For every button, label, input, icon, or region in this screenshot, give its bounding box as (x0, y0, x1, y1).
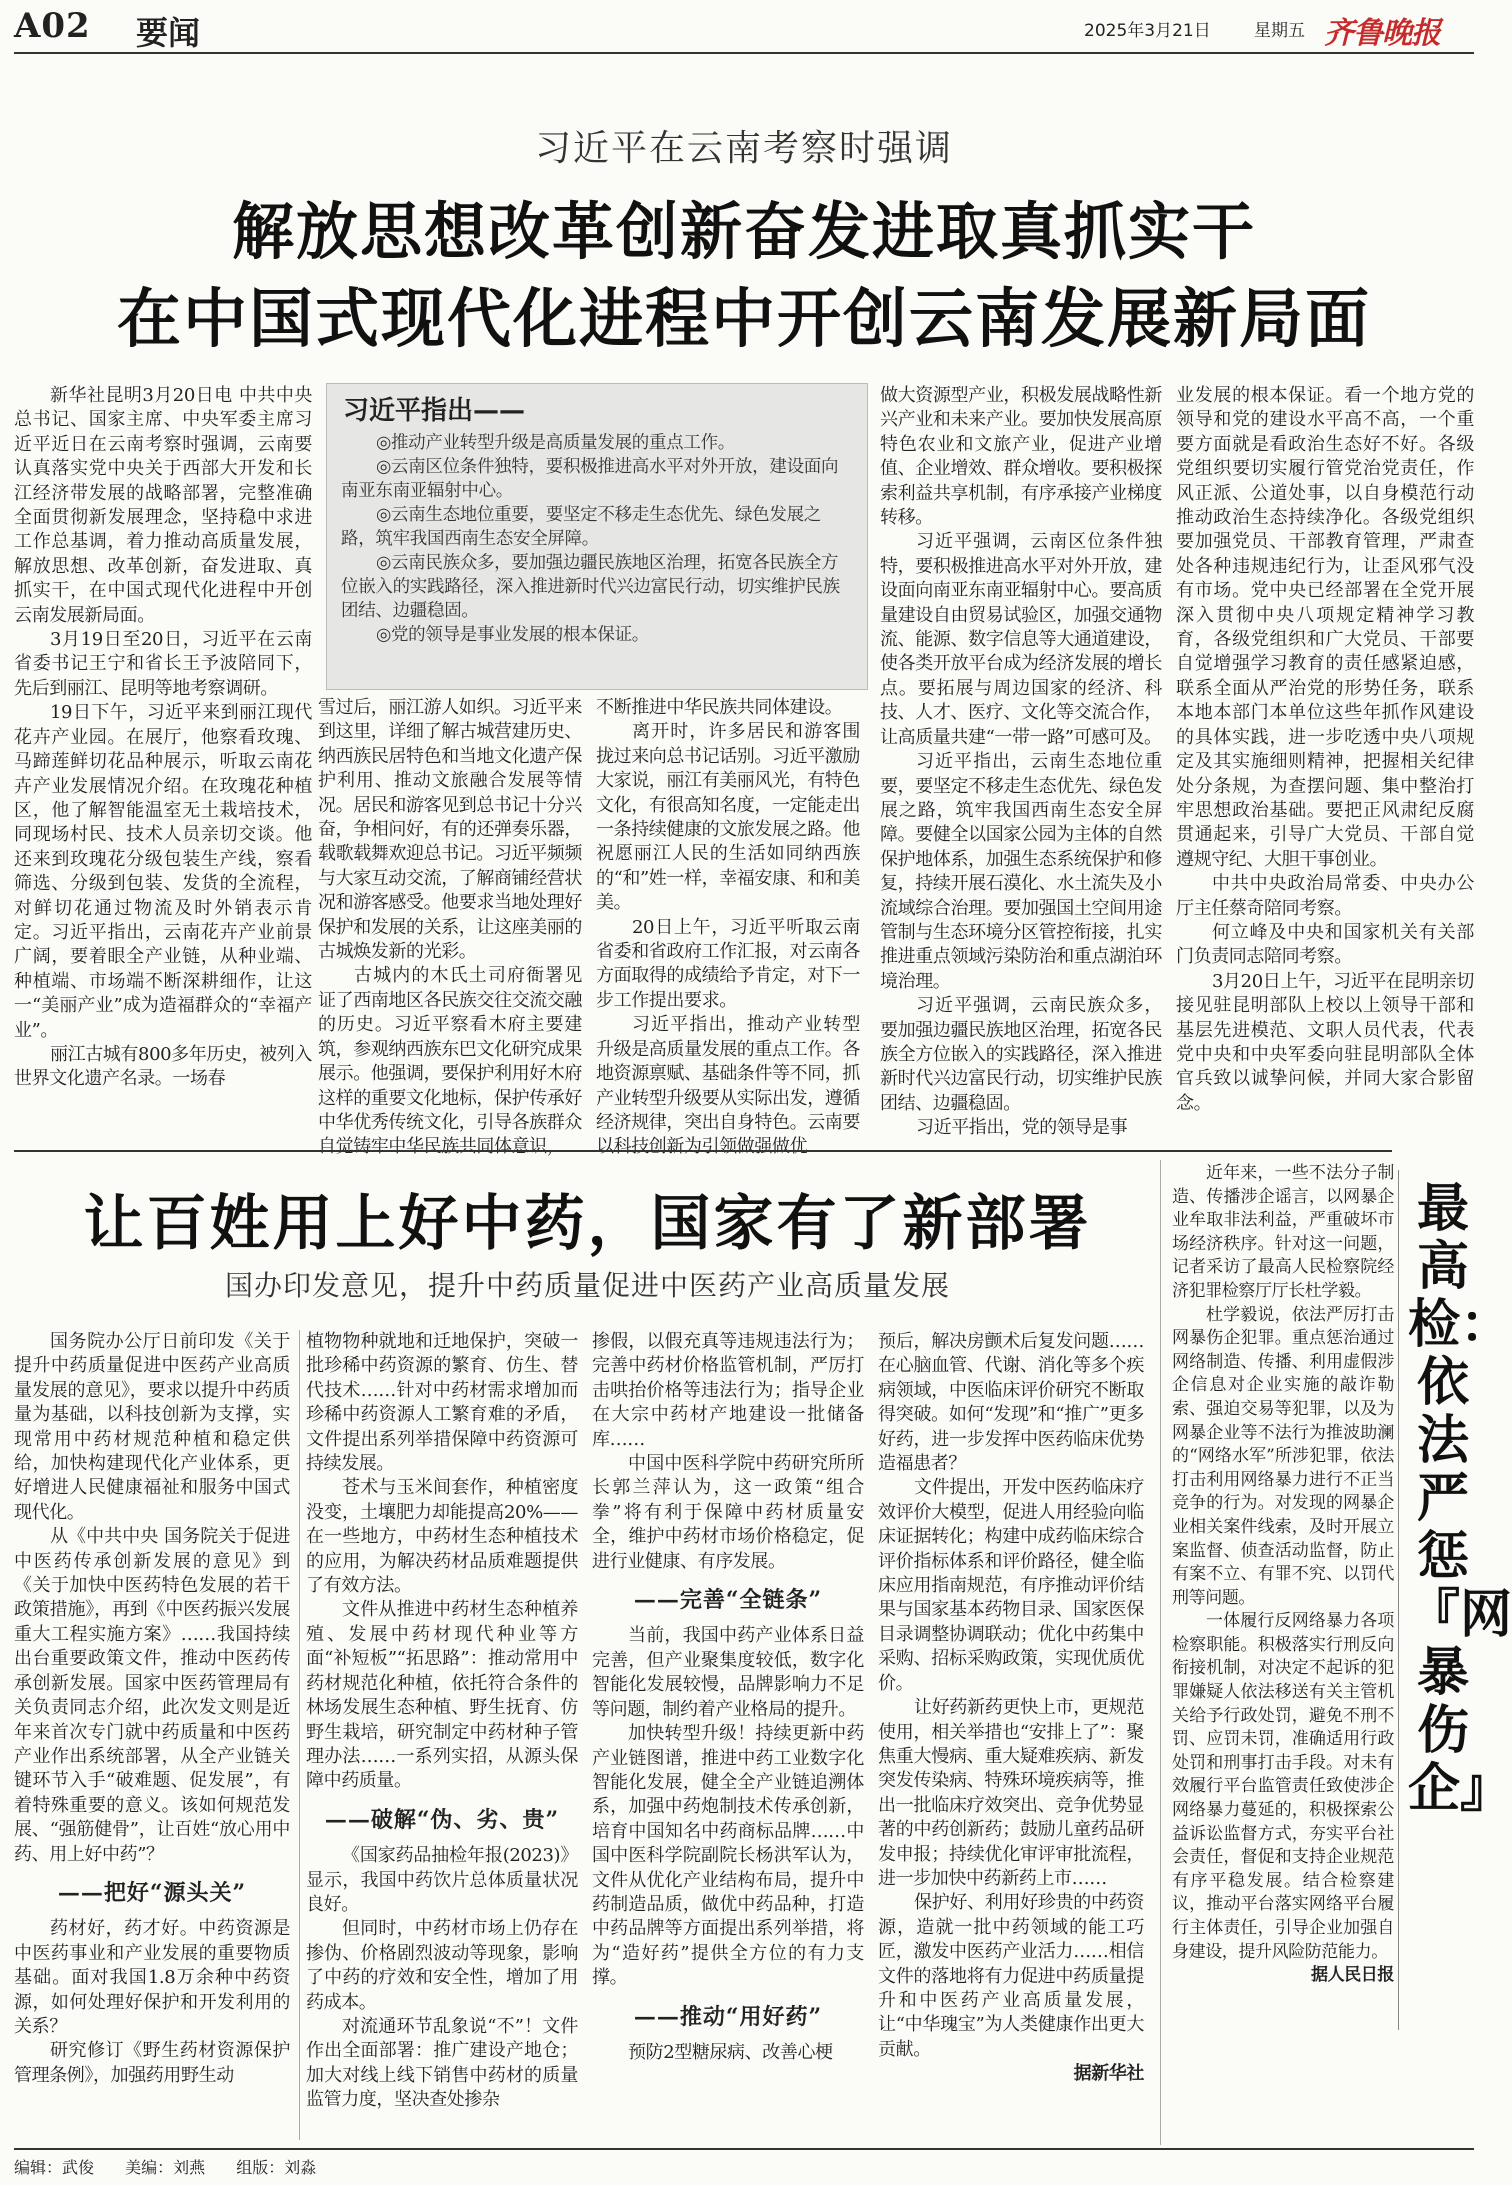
tcm-credit: 据新华社 (1073, 2063, 1144, 2085)
sidebar-headline: 最高检：依法严惩『网暴伤企』 (1408, 1179, 1512, 1819)
lead-c4-p3: 习近平指出，云南生态地位重要，要坚定不移走生态优先、绿色发展之路，筑牢我国西南生态安全屏障。要健全以国家公园为主体的自然保护地体系，加强生态系统保护和修复，持续开展石漠化、水土流失及小流域综合治理。要加强国土空间用途管制与生态环境分区管控衔接，扎实推进重点领域污染防治和重点湖泊环境治理。 (880, 751, 1162, 992)
tcm-c2-p4: 《国家药品抽检年报(2023)》显示，我国中药饮片总体质量状况良好。 (306, 1845, 578, 1915)
tcm-subhead-chain: ——完善“全链条” (633, 1587, 823, 1614)
footer-art-editor: 美编：刘燕 (125, 2158, 206, 2177)
lead-c4-p4: 习近平强调，云南民族众多，要加强边疆民族地区治理，拓宽各民族全方位嵌入的实践路径，深入推进新时代兴边富民行动，切实维护民族团结、边疆稳固。 (880, 995, 1162, 1114)
newspaper-logo: 齐鲁晚报 (1324, 16, 1440, 51)
lead-c1-p3: 19日下午，习近平来到丽江现代花卉产业园。在展厅，他察看玫瑰、马蹄莲鲜切花品种展示，听取云南花卉产业发展情况介绍。在玫瑰花种植区，他了解智能温室无土栽培技术，同现场村民、技术人员亲切交谈。他还来到玫瑰花分级包装生产线，察看筛选、分级到包装、发货的全流程，对鲜切花通过物流及时外销表示肯定。习近平指出，云南花卉产业前景广阔，要着眼全产业链，从种业端、种植端、市场端不断深耕细作，让这一“美丽产业”成为造福群众的“幸福产业”。 (14, 702, 312, 1041)
tcm-subhead-use: ——推动“用好药” (633, 2003, 823, 2030)
quote-item: ◎云南民族众多，要加强边疆民族地区治理，拓宽各民族全方位嵌入的实践路径，深入推进新时代兴边富民行动，切实维护民族团结、边疆稳固。 (341, 553, 840, 621)
lead-c3-p1: 不断推进中华民族共同体建设。 (596, 697, 843, 718)
tcm-c4-p2: 文件提出，开发中医药临床疗效评价大模型，促进人用经验向临床证据转化；构建中成药临床综合评价指标体系和评价路径，健全临床应用指南规范，有序推动评价结果与国家基本药物目录、国家医保目录调整协调联动；优化中药集中采购、招标采购政策，实现优质优价。 (878, 1477, 1144, 1694)
lead-c1-p2: 3月19日至20日，习近平在云南省委书记王宁和省长王予波陪同下，先后到丽江、昆明等地考察调研。 (14, 629, 312, 699)
page-header (14, 6, 1474, 52)
quote-box-list (327, 431, 867, 647)
lead-c5-p2: 中共中央政治局常委、中央办公厅主任蔡奇陪同考察。 (1176, 873, 1474, 919)
lead-c1-p4: 丽江古城有800多年历史，被列入世界文化遗产名录。一场春 (14, 1043, 312, 1090)
tcm-subhead-quality: ——破解“伪、劣、贵” (324, 1806, 560, 1833)
tcm-column-1 (14, 1330, 290, 2142)
tcm-c1-p2: 从《中共中央 国务院关于促进中医药传承创新发展的意见》到《关于加快中医药特色发展的若干政策措施》，再到《中医药振兴发展重大工程实施方案》……我国持续出台重要政策文件，推动中医药传承创新发展。国家中医药管理局有关负责同志介绍，此次发文则是近年来首次专门就中药质量和中医药产业作出系统部署，从全产业链关键环节入手“破难题、促发展”，有着特殊重要的意义。该如何规范发展、“强筋健骨”，让百姓“放心用中药、用上好中药”？ (14, 1526, 290, 1865)
lead-headline-line1: 解放思想改革创新奋发进取真抓实干 (231, 195, 1256, 268)
lead-c3-p4: 习近平指出，推动产业转型升级是高质量发展的重点工作。各地资源禀赋、基础条件等不同，抓产业转型升级要从实际出发，遵循经济规律，突出自身特色。云南要以科技创新为引领做强做优 (596, 1014, 860, 1158)
tcm-c2-p2: 苍术与玉米间套作，种植密度没变，土壤肥力却能提高20%——在一些地方，中药材生态种植技术的应用，为解决药材品质难题提供了有效方法。 (306, 1477, 578, 1597)
tcm-c4-p3: 让好药新药更快上市，更规范使用，相关举措也“安排上了”：聚焦重大慢病、重大疑难疾病、新发突发传染病、特殊环境疾病等，推出一批临床疗效突出、竞争优势显著的中药创新药；鼓励儿童药品研发申报；持续优化审评审批流程，进一步加快中药新药上市…… (878, 1697, 1144, 1889)
lead-c4-p1: 做大资源型产业，积极发展战略性新兴产业和未来产业。要加快发展高原特色农业和文旅产业，促进产业增值、企业增效、群众增收。要积极探索利益共享机制，有序承接产业梯度转移。 (880, 385, 1162, 529)
tcm-c1-p3: 药材好，药才好。中药资源是中医药事业和产业发展的重要物质基础。面对我国1.8万余种中药资源，如何处理好保护和开发利用的关系？ (14, 1918, 290, 2037)
footer-proof: 组版：刘淼 (236, 2158, 317, 2177)
lead-headline-line2: 在中国式现代化进程中开创云南发展新局面 (117, 282, 1371, 357)
lead-kicker: 习近平在云南考察时强调 (534, 128, 953, 169)
sidebar-headline-rule (1398, 1170, 1399, 2030)
sidebar-p2: 杜学毅说，依法严厉打击网暴伤企犯罪。重点惩治通过网络制造、传播、利用虚假涉企信息对企业实施的敲诈勒索、强迫交易等犯罪，以及为网暴企业等不法行为推波助澜的“网络水军”所涉犯罪，依法打击利用网络暴力进行不正当竞争的行为。对发现的网暴企业相关案件线索，及时开展立案监督、侦查活动监督，防止有案不立、有罪不究、以罚代刑等问题。 (1172, 1304, 1394, 1608)
quote-box (326, 383, 868, 690)
tcm-c2-p3: 文件从推进中药材生态种植养殖、发展中药材现代种业等方面“补短板”“拓思路”：推动常用中药材规范化种植，依托符合条件的林场发展生态种植、野生抚育、仿野生栽培，研究制定中药材种子管理办法……一系列实招，从源头保障中药质量。 (306, 1599, 578, 1792)
tcm-c3-p3: 当前，我国中药产业体系日益完善，但产业聚集度较低，数字化智能化发展较慢，品牌影响力不足等问题，制约着产业格局的提升。 (592, 1625, 864, 1720)
page-number: A02 (14, 6, 91, 46)
lead-c2-p2: 古城内的木氏土司府衙署见证了西南地区各民族交往交流交融的历史。习近平察看木府主要建筑，参观纳西族东巴文化研究成果展示。他强调，要保护利用好木府这样的重要文化地标，保护传承好中华优秀传统文化，引导各族群众自觉铸牢中华民族共同体意识， (318, 965, 582, 1158)
sidebar-p1: 近年来，一些不法分子制造、传播涉企谣言，以网暴企业牟取非法利益，严重破坏市场经济秩序。针对这一问题，记者采访了最高人民检察院经济犯罪检察厅厅长杜学毅。 (1172, 1163, 1394, 1301)
lead-column-3 (596, 696, 861, 1158)
page-footer (14, 2155, 1474, 2178)
quote-item: ◎云南区位条件独特，要积极推进高水平对外开放，建设面向南亚东南亚辐射中心。 (341, 457, 839, 501)
footer-rule (14, 2148, 1474, 2150)
tcm-column-4 (878, 1330, 1144, 2142)
quote-item: ◎云南生态地位重要，要坚定不移走生态优先、绿色发展之路，筑牢我国西南生态安全屏障。 (341, 505, 821, 549)
lead-c3-p3: 20日上午，习近平听取云南省委和省政府工作汇报，对云南各方面取得的成绩给予肯定，对下一步工作提出要求。 (596, 916, 860, 1011)
tcm-c4-p1: 预后，解决房颤术后复发问题……在心脑血管、代谢、消化等多个疾病领域，中医临床评价研究不断取得突破。如何“发现”和“推广”更多好药，进一步发挥中医药临床优势造福患者？ (878, 1331, 1144, 1475)
lead-column-1 (14, 384, 312, 1090)
quote-item: ◎党的领导是事业发展的根本保证。 (376, 625, 649, 645)
header-rule (14, 52, 1474, 54)
tcm-subhead-source: ——把好“源头关” (57, 1879, 247, 1906)
lead-c4-p2: 习近平强调，云南区位条件独特，要积极推进高水平对外开放，建设面向南亚东南亚辐射中心。要高质量建设自由贸易试验区，加强交通物流、能源、数字信息等大通道建设，使各类开放平台成为经济发展的增长点。要拓展与周边国家的经济、科技、人才、医疗、文化等交流合作，让高质量共建“一带一路”可感可及。 (880, 531, 1162, 748)
lead-c1-p1: 新华社昆明3月20日电 中共中央总书记、国家主席、中央军委主席习近平近日在云南考察时强调，云南要认真落实党中央关于西部大开发和长江经济带发展的战略部署，完整准确全面贯彻新发展理念，坚持稳中求进工作总基调，着力推动高质量发展，解放思想、改革创新，奋发进取、真抓实干，在中国式现代化进程中开创云南发展新局面。 (14, 385, 312, 626)
tcm-column-2 (306, 1330, 578, 2142)
quote-box-title: 习近平指出—— (343, 396, 526, 426)
tcm-c3-p5: 预防2型糖尿病、改善心梗 (628, 2041, 833, 2063)
lead-c5-p1: 业发展的根本保证。看一个地方党的领导和党的建设水平高不高，一个重要方面就是看政治生态好不好。各级党组织要切实履行管党治党责任，作风正派、公道处事，以自身模范行动推动政治生态持续净化。各级党组织要加强党员、干部教育管理，严肃查处各种违规违纪行为，让歪风邪气没有市场。党中央已经部署在全党开展深入贯彻中央八项规定精神学习教育，各级党组织和广大党员、干部要自觉增强学习教育的责任感紧迫感，联系全面从严治党的形势任务，联系本地本部门本单位这些年抓作风建设的具体实践，进一步吃透中央八项规定及其实施细则精神，把握相关纪律处分条规，为查摆问题、集中整治打牢思想政治基础。要把正风肃纪反腐贯通起来，引导广大党员、干部自觉遵规守纪、大胆干事创业。 (1176, 385, 1474, 870)
tcm-c3-p1: 掺假，以假充真等违规违法行为；完善中药材价格监管机制，严厉打击哄抬价格等违法行为；指导企业在大宗中药材产地建设一批储备库…… (592, 1331, 864, 1450)
issue-weekday: 星期五 (1254, 21, 1305, 41)
tcm-c1-p1: 国务院办公厅日前印发《关于提升中药质量促进中医药产业高质量发展的意见》，要求以提升中药质量为基础，以科技创新为支撑，实现常用中药材规范种植和稳定供给，加快构建现代化产业体系，更好增进人民健康福祉和服务中国式现代化。 (14, 1331, 290, 1523)
lead-column-4 (880, 384, 1162, 1139)
tcm-column-3 (592, 1330, 864, 2142)
lead-c5-p4: 3月20日上午，习近平在昆明亲切接见驻昆明部队上校以上领导干部和基层先进模范、文职人员代表，代表党中央和中央军委向驻昆明部队全体官兵致以诚挚问候，并同大家合影留念。 (1176, 970, 1474, 1114)
footer-editor: 编辑：武俊 (14, 2158, 95, 2177)
column-rule (299, 1330, 300, 2140)
sidebar-credit: 据人民日报 (1311, 1965, 1394, 1986)
lead-c5-p3: 何立峰及中央和国家机关有关部门负责同志陪同考察。 (1176, 921, 1474, 968)
lead-column-2 (318, 696, 582, 1158)
tcm-c2-p6: 对流通环节乱象说“不”！文件作出全面部署：推广建设产地仓；加大对线上线下销售中药材的质量监管力度，坚决查处掺杂 (306, 2015, 578, 2111)
tcm-c2-p1: 植物物种就地和迁地保护，突破一批珍稀中药资源的繁育、仿生、替代技术……针对中药材需求增加而珍稀中药资源人工繁育难的矛盾，文件提出系列举措保障中药资源可持续发展。 (306, 1331, 578, 1475)
sidebar-rule (1160, 1160, 1161, 2145)
tcm-c4-p4: 保护好、利用好珍贵的中药资源，造就一批中药领域的能工巧匠，激发中医药产业活力……相信文件的落地将有力促进中药质量提升和中医药产业高质量发展，让“中华瑰宝”为人类健康作出更大贡献。 (878, 1892, 1144, 2060)
lead-column-5 (1176, 384, 1474, 1114)
section-name: 要闻 (136, 14, 201, 52)
issue-date: 2025年3月21日 (1084, 21, 1211, 41)
lead-c4-p5: 习近平指出，党的领导是事 (916, 1117, 1128, 1139)
tcm-c1-p4: 研究修订《野生药材资源保护管理条例》，加强药用野生动 (14, 2040, 290, 2086)
tcm-subheadline: 国办印发意见，提升中药质量促进中医药产业高质量发展 (224, 1269, 950, 1302)
quote-item: ◎推动产业转型升级是高质量发展的重点工作。 (376, 433, 735, 453)
sidebar-p3: 一体履行反网络暴力各项检察职能。积极落实行刑反向衔接机制，对决定不起诉的犯罪嫌疑人依法移送有关主管机关给予行政处罚，避免不刑不罚、应罚未罚，准确适用行政处罚和刑事打击手段。对未有效履行平台监管责任致使涉企网络暴力蔓延的，积极探索公益诉讼监督方式，夯实平台社会责任，督促和支持企业规范有序平稳发展。结合检察建议，推动平台落实网络平台履行主体责任，引导企业加强自身建设，提升风险防范能力。 (1172, 1611, 1394, 1962)
tcm-headline: 让百姓用上好中药，国家有了新部署 (83, 1189, 1092, 1259)
tcm-c2-p5: 但同时，中药材市场上仍存在掺伪、价格剧烈波动等现象，影响了中药的疗效和安全性，增加了用药成本。 (306, 1918, 578, 2013)
tcm-c3-p4: 加快转型升级！持续更新中药产业链图谱，推进中药工业数字化智能化发展，健全全产业链追溯体系，加强中药炮制技术传承创新，培育中国知名中药商标品牌……中国中医科学院副院长杨洪军认为，文件从优化产业结构布局，提升中药制造品质，做优中药品种，打造中药品牌等方面提出系列举措，将为“造好药”提供全方位的有力支撑。 (592, 1723, 864, 1989)
section-divider (14, 1150, 1392, 1152)
tcm-c3-p2: 中国中医科学院中药研究所所长郭兰萍认为，这一政策“组合拳”将有利于保障中药材质量安全，维护中药材市场价格稳定，促进行业健康、有序发展。 (592, 1453, 864, 1572)
lead-c2-p1: 雪过后，丽江游人如织。习近平来到这里，详细了解古城营建历史、纳西族民居特色和当地文化遗产保护利用、推动文旅融合发展等情况。居民和游客见到总书记十分兴奋，争相问好，有的还弹奏乐器，载歌载舞欢迎总书记。习近平频频与大家互动交流，了解商铺经营状况和游客感受。他要求当地处理好保护和发展的关系，让这座美丽的古城焕发新的光彩。 (318, 697, 582, 963)
sidebar-column (1172, 1162, 1394, 2144)
lead-c3-p2: 离开时，许多居民和游客围拢过来向总书记话别。习近平激励大家说，丽江有美丽风光，有特色文化，有很高知名度，一定能走出一条持续健康的文旅发展之路。他祝愿丽江人民的生活如同纳西族的“和”姓一样，幸福安康、和和美美。 (596, 721, 861, 914)
